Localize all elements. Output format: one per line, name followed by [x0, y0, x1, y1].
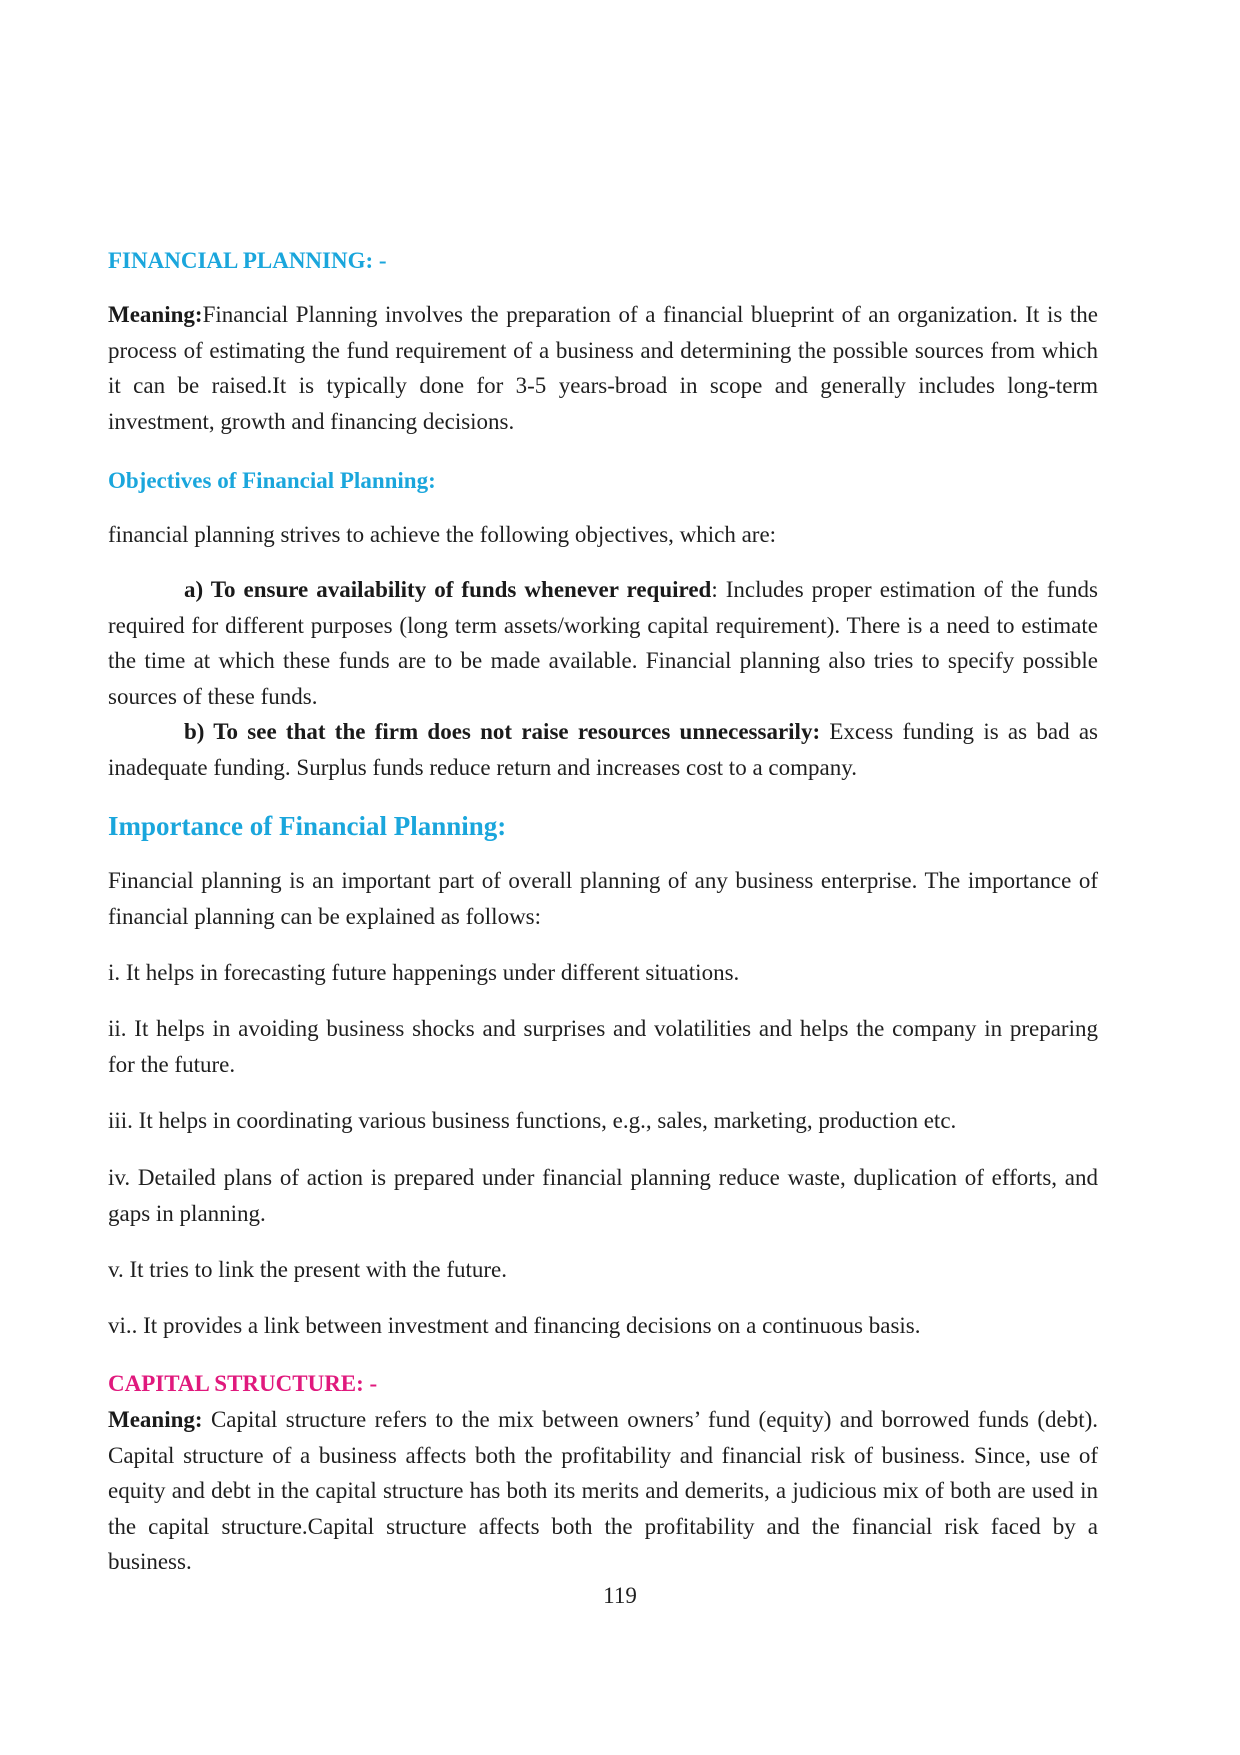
page-number: 119	[603, 1583, 637, 1608]
capital-structure-heading: CAPITAL STRUCTURE: -	[108, 1371, 378, 1396]
objective-b-label: b) To see that the firm does not raise resources unnecessarily:	[184, 719, 821, 744]
financial-planning-heading: FINANCIAL PLANNING: -	[108, 248, 387, 273]
importance-intro: Financial planning is an important part of overall planning of any business enterprise. The importance of financial planning can be explained as follows:	[108, 868, 1098, 929]
importance-point-5: v. It tries to link the present with the future.	[108, 1257, 507, 1282]
objective-a-label: a) To ensure availability of funds whenever required	[184, 577, 712, 602]
importance-heading: Importance of Financial Planning:	[108, 811, 507, 841]
meaning-label: Meaning:	[108, 302, 203, 327]
financial-planning-meaning	[108, 297, 1098, 439]
importance-point-1: i. It helps in forecasting future happenings under different situations.	[108, 960, 740, 985]
objective-b-text: Excess funding is as bad as inadequate funding. Surplus funds reduce return and increases cost to a company.	[108, 719, 1098, 780]
objective-item-a	[108, 572, 1098, 714]
objective-item-b	[108, 714, 1098, 785]
capital-meaning-text: Capital structure refers to the mix between owners’ fund (equity) and borrowed funds (debt). Capital structure of a business affects both the profitability and financial risk of business. Since, use of equity and debt in the capital structure has both its merits and demerits, a judicious mix of both are used in the capital structure.Capital structure affects both the profitability and the financial risk faced by a business.	[108, 1407, 1098, 1575]
objective-a-text: : Includes proper estimation of the funds required for different purposes (long term assets/working capital requirement). There is a need to estimate the time at which these funds are to be made available. Financial planning also tries to specify possible sources of these funds.	[108, 577, 1098, 709]
importance-point-2: ii. It helps in avoiding business shocks and surprises and volatilities and helps the company in preparing for the future.	[108, 1016, 1098, 1077]
importance-point-4: iv. Detailed plans of action is prepared under financial planning reduce waste, duplication of efforts, and gaps in planning.	[108, 1165, 1098, 1226]
objectives-intro: financial planning strives to achieve the following objectives, which are:	[108, 522, 777, 547]
objectives-heading: Objectives of Financial Planning:	[108, 468, 436, 493]
importance-point-3: iii. It helps in coordinating various business functions, e.g., sales, marketing, production etc.	[108, 1108, 957, 1133]
meaning-text: Financial Planning involves the preparation of a financial blueprint of an organization. It is the process of estimating the fund requirement of a business and determining the possible sources from which it can be raised.It is typically done for 3-5 years-broad in scope and generally includes long-term investment, growth and financing decisions.	[108, 302, 1098, 434]
importance-point-6: vi.. It provides a link between investment and financing decisions on a continuous basis.	[108, 1313, 921, 1338]
capital-structure-meaning	[108, 1402, 1098, 1580]
capital-meaning-label: Meaning:	[108, 1407, 203, 1432]
